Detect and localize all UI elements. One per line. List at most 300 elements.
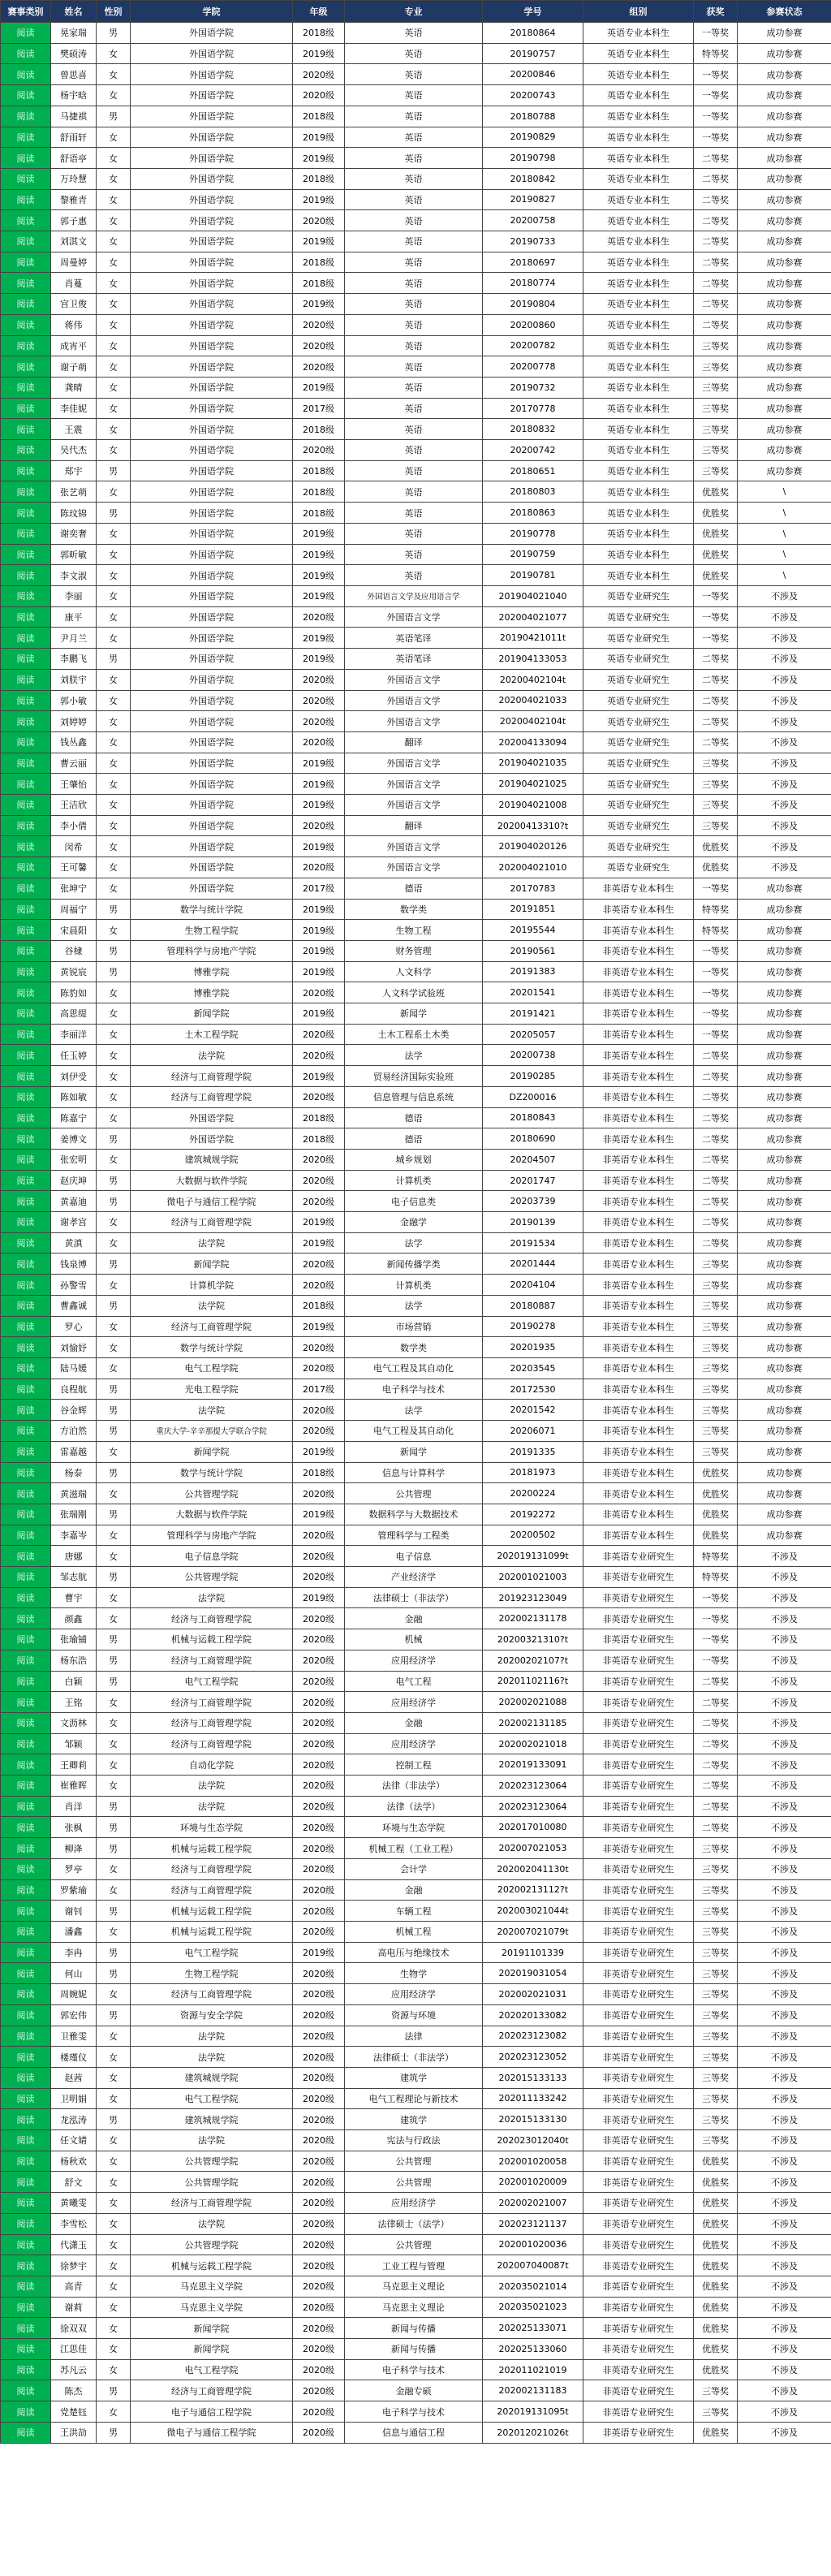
status-cell: 不涉及 [738, 1733, 831, 1754]
award-cell: 二等奖 [694, 1712, 738, 1733]
grade-cell: 2020级 [293, 2067, 345, 2088]
group-cell: 英语专业研究生 [583, 795, 694, 816]
college-cell: 公共管理学院 [131, 2234, 293, 2255]
gender-cell: 女 [97, 2276, 131, 2297]
student-id-cell: 20170783 [483, 878, 583, 899]
award-cell: 二等奖 [694, 1191, 738, 1212]
group-cell: 非英语专业研究生 [583, 2172, 694, 2193]
college-cell: 大数据与软件学院 [131, 1170, 293, 1191]
student-id-cell: 20200321310?t [483, 1629, 583, 1650]
gender-cell: 女 [97, 1984, 131, 2005]
grade-cell: 2020级 [293, 1024, 345, 1045]
status-cell: 成功参赛 [738, 1462, 831, 1483]
table-row [1, 628, 831, 649]
group-cell: 非英语专业本科生 [583, 1462, 694, 1483]
student-id-cell: 202002021007 [483, 2193, 583, 2214]
table-row [1, 106, 831, 127]
grade-cell: 2018级 [293, 481, 345, 503]
name-cell: 李文淑 [51, 565, 97, 586]
grade-cell: 2020级 [293, 1045, 345, 1066]
award-cell: 一等奖 [694, 64, 738, 85]
name-cell: 杨宇晗 [51, 85, 97, 106]
status-cell: 不涉及 [738, 669, 831, 690]
name-cell: 樊硕涛 [51, 43, 97, 64]
grade-cell: 2019级 [293, 585, 345, 606]
table-row [1, 606, 831, 628]
grade-cell: 2020级 [293, 2401, 345, 2423]
college-cell: 外国语学院 [131, 795, 293, 816]
table-row [1, 1316, 831, 1337]
status-cell: 不涉及 [738, 1650, 831, 1671]
major-cell: 应用经济学 [345, 2193, 483, 2214]
award-cell: 一等奖 [694, 982, 738, 1003]
student-id-cell: 20180690 [483, 1128, 583, 1150]
name-cell: 黄锐宸 [51, 961, 97, 982]
category-cell: 阅读 [1, 1275, 51, 1296]
status-cell: 不涉及 [738, 649, 831, 670]
table-row [1, 1128, 831, 1150]
table-row [1, 1671, 831, 1692]
name-cell: 曹宇 [51, 1587, 97, 1608]
major-cell: 电气工程理论与新技术 [345, 2088, 483, 2109]
name-cell: 宋晨阳 [51, 920, 97, 941]
major-cell: 法律硕士（法学） [345, 2213, 483, 2234]
group-cell: 非英语专业本科生 [583, 899, 694, 920]
table-row [1, 899, 831, 920]
award-cell: 二等奖 [694, 1232, 738, 1253]
table-row [1, 2088, 831, 2109]
status-cell: 成功参赛 [738, 1212, 831, 1233]
college-cell: 外国语学院 [131, 377, 293, 398]
group-cell: 非英语专业研究生 [583, 2047, 694, 2068]
gender-cell: 女 [97, 210, 131, 231]
category-cell: 阅读 [1, 836, 51, 857]
gender-cell: 女 [97, 711, 131, 732]
award-cell: 优胜奖 [694, 481, 738, 503]
student-id-cell: 20190732 [483, 377, 583, 398]
major-cell: 新闻传播学类 [345, 1253, 483, 1275]
major-cell: 机械 [345, 1629, 483, 1650]
college-cell: 大数据与软件学院 [131, 1504, 293, 1525]
award-cell: 二等奖 [694, 649, 738, 670]
name-cell: 刘伊受 [51, 1066, 97, 1087]
college-cell: 外国语学院 [131, 857, 293, 878]
gender-cell: 女 [97, 1107, 131, 1128]
category-cell: 阅读 [1, 1712, 51, 1733]
student-id-cell: 20190278 [483, 1316, 583, 1337]
grade-cell: 2020级 [293, 1086, 345, 1107]
grade-cell: 2020级 [293, 1567, 345, 1588]
student-id-cell: 20200738 [483, 1045, 583, 1066]
group-cell: 非英语专业本科生 [583, 1441, 694, 1462]
award-cell: 三等奖 [694, 1921, 738, 1942]
college-cell: 微电子与通信工程学院 [131, 1191, 293, 1212]
college-cell: 经济与工商管理学院 [131, 1066, 293, 1087]
award-cell: 三等奖 [694, 1838, 738, 1859]
student-id-cell: 20200202107?t [483, 1650, 583, 1671]
college-cell: 外国语学院 [131, 273, 293, 294]
major-cell: 机械工程 [345, 1921, 483, 1942]
category-cell: 阅读 [1, 1776, 51, 1797]
grade-cell: 2020级 [293, 1275, 345, 1296]
status-cell: 不涉及 [738, 2004, 831, 2026]
group-cell: 非英语专业研究生 [583, 1650, 694, 1671]
major-cell: 电子科学与技术 [345, 2359, 483, 2380]
status-cell: 不涉及 [738, 2255, 831, 2276]
major-cell: 管理科学与工程类 [345, 1525, 483, 1546]
category-cell: 阅读 [1, 961, 51, 982]
category-cell: 阅读 [1, 1817, 51, 1838]
table-row [1, 1650, 831, 1671]
category-cell: 阅读 [1, 64, 51, 85]
award-cell: 优胜奖 [694, 2359, 738, 2380]
award-cell: 优胜奖 [694, 2339, 738, 2360]
name-cell: 黄嘉迪 [51, 1191, 97, 1212]
name-cell: 舒语亭 [51, 148, 97, 169]
category-cell: 阅读 [1, 857, 51, 878]
gender-cell: 女 [97, 544, 131, 565]
award-cell: 三等奖 [694, 2067, 738, 2088]
grade-cell: 2018级 [293, 419, 345, 440]
major-cell: 英语 [345, 314, 483, 335]
group-cell: 非英语专业本科生 [583, 982, 694, 1003]
gender-cell: 男 [97, 1295, 131, 1316]
student-id-cell: 202019031054 [483, 1963, 583, 1984]
college-cell: 电气工程学院 [131, 1942, 293, 1963]
status-cell: 不涉及 [738, 1692, 831, 1713]
gender-cell: 女 [97, 294, 131, 315]
award-cell: 一等奖 [694, 940, 738, 961]
name-cell: 李佳妮 [51, 398, 97, 419]
award-cell: 三等奖 [694, 398, 738, 419]
status-cell: 成功参赛 [738, 314, 831, 335]
category-cell: 阅读 [1, 1316, 51, 1337]
college-cell: 经济与工商管理学院 [131, 1984, 293, 2005]
gender-cell: 女 [97, 356, 131, 378]
college-cell: 外国语学院 [131, 43, 293, 64]
gender-cell: 女 [97, 2297, 131, 2318]
major-cell: 产业经济学 [345, 1567, 483, 1588]
student-id-cell: 202007021079t [483, 1921, 583, 1942]
group-cell: 非英语专业研究生 [583, 2422, 694, 2443]
table-row [1, 460, 831, 481]
name-cell: 陈杰 [51, 2380, 97, 2401]
college-cell: 电子信息学院 [131, 1546, 293, 1567]
status-cell: 不涉及 [738, 585, 831, 606]
status-cell: 不涉及 [738, 753, 831, 774]
category-cell: 阅读 [1, 753, 51, 774]
major-cell: 英语 [345, 189, 483, 210]
gender-cell: 女 [97, 273, 131, 294]
student-id-cell: 20180832 [483, 419, 583, 440]
name-cell: 徐双双 [51, 2318, 97, 2339]
name-cell: 徐梦宇 [51, 2255, 97, 2276]
name-cell: 代潇玉 [51, 2234, 97, 2255]
category-cell: 阅读 [1, 1253, 51, 1275]
group-cell: 英语专业本科生 [583, 252, 694, 273]
gender-cell: 女 [97, 2088, 131, 2109]
name-cell: 雷嘉越 [51, 1441, 97, 1462]
status-cell: 成功参赛 [738, 1003, 831, 1025]
major-cell: 数学类 [345, 1337, 483, 1358]
table-row [1, 440, 831, 461]
name-cell: 宫卫俊 [51, 294, 97, 315]
table-row [1, 774, 831, 795]
major-cell: 外国语言文学及应用语言学 [345, 585, 483, 606]
status-cell: 成功参赛 [738, 210, 831, 231]
award-cell: 三等奖 [694, 1337, 738, 1358]
name-cell: 高青 [51, 2276, 97, 2297]
table-row [1, 2004, 831, 2026]
header-category: 赛事类别 [1, 1, 51, 23]
award-cell: 特等奖 [694, 920, 738, 941]
category-cell: 阅读 [1, 649, 51, 670]
student-id-cell: 20190829 [483, 127, 583, 148]
status-cell: 成功参赛 [738, 1045, 831, 1066]
table-row [1, 252, 831, 273]
college-cell: 外国语学院 [131, 1128, 293, 1150]
grade-cell: 2020级 [293, 2255, 345, 2276]
gender-cell: 女 [97, 314, 131, 335]
category-cell: 阅读 [1, 377, 51, 398]
name-cell: 孙警雪 [51, 1275, 97, 1296]
college-cell: 法学院 [131, 1295, 293, 1316]
gender-cell: 男 [97, 2380, 131, 2401]
name-cell: 张坤宁 [51, 878, 97, 899]
student-id-cell: 201904021008 [483, 795, 583, 816]
gender-cell: 女 [97, 2359, 131, 2380]
status-cell: 成功参赛 [738, 419, 831, 440]
gender-cell: 男 [97, 2422, 131, 2443]
gender-cell: 男 [97, 2109, 131, 2130]
award-cell: 三等奖 [694, 460, 738, 481]
table-row [1, 2047, 831, 2068]
grade-cell: 2019级 [293, 565, 345, 586]
award-cell: 特等奖 [694, 43, 738, 64]
student-id-cell: 202015133130 [483, 2109, 583, 2130]
college-cell: 机械与运载工程学院 [131, 1901, 293, 1922]
name-cell: 卫雅雯 [51, 2026, 97, 2047]
status-cell: \ [738, 523, 831, 544]
student-id-cell: 20190798 [483, 148, 583, 169]
status-cell: 成功参赛 [738, 1337, 831, 1358]
group-cell: 非英语专业研究生 [583, 1921, 694, 1942]
name-cell: 黄曦雯 [51, 2193, 97, 2214]
group-cell: 非英语专业本科生 [583, 1212, 694, 1233]
college-cell: 经济与工商管理学院 [131, 1212, 293, 1233]
group-cell: 非英语专业本科生 [583, 961, 694, 982]
award-cell: 三等奖 [694, 2401, 738, 2423]
student-id-cell: 20190733 [483, 231, 583, 252]
major-cell: 机械工程（工业工程） [345, 1838, 483, 1859]
award-cell: 三等奖 [694, 2380, 738, 2401]
gender-cell: 女 [97, 1858, 131, 1879]
status-cell: 不涉及 [738, 606, 831, 628]
table-row [1, 1692, 831, 1713]
status-cell: 不涉及 [738, 731, 831, 753]
student-id-cell: 20190804 [483, 294, 583, 315]
gender-cell: 女 [97, 585, 131, 606]
student-id-cell: 20200413310?t [483, 815, 583, 836]
header-college: 学院 [131, 1, 293, 23]
category-cell: 阅读 [1, 460, 51, 481]
grade-cell: 2020级 [293, 2297, 345, 2318]
category-cell: 阅读 [1, 252, 51, 273]
group-cell: 非英语专业研究生 [583, 2151, 694, 2172]
student-id-cell: 202020133082 [483, 2004, 583, 2026]
status-cell: 不涉及 [738, 1776, 831, 1797]
student-id-cell: 202023123082 [483, 2026, 583, 2047]
student-id-cell: 20191335 [483, 1441, 583, 1462]
name-cell: 陈嘉宁 [51, 1107, 97, 1128]
status-cell: 成功参赛 [738, 273, 831, 294]
table-row [1, 544, 831, 565]
name-cell: 邹颖 [51, 1733, 97, 1754]
student-id-cell: 20200224 [483, 1483, 583, 1504]
group-cell: 英语专业研究生 [583, 628, 694, 649]
student-id-cell: 20190285 [483, 1066, 583, 1087]
college-cell: 微电子与通信工程学院 [131, 2422, 293, 2443]
student-id-cell: 202023123064 [483, 1776, 583, 1797]
major-cell: 土木工程系土木类 [345, 1024, 483, 1045]
student-id-cell: 202019133091 [483, 1754, 583, 1776]
college-cell: 自动化学院 [131, 1754, 293, 1776]
name-cell: 郭昕敏 [51, 544, 97, 565]
student-id-cell: 20191534 [483, 1232, 583, 1253]
college-cell: 资源与安全学院 [131, 2004, 293, 2026]
award-cell: 优胜奖 [694, 2297, 738, 2318]
college-cell: 经济与工商管理学院 [131, 1608, 293, 1629]
group-cell: 非英语专业研究生 [583, 1963, 694, 1984]
major-cell: 市场营销 [345, 1316, 483, 1337]
group-cell: 英语专业本科生 [583, 231, 694, 252]
major-cell: 法学 [345, 1045, 483, 1066]
grade-cell: 2020级 [293, 314, 345, 335]
status-cell: 成功参赛 [738, 1275, 831, 1296]
status-cell: 成功参赛 [738, 1379, 831, 1400]
grade-cell: 2018级 [293, 273, 345, 294]
major-cell: 英语 [345, 544, 483, 565]
major-cell: 金融 [345, 1879, 483, 1901]
name-cell: 王肇怡 [51, 774, 97, 795]
group-cell: 英语专业本科生 [583, 523, 694, 544]
gender-cell: 女 [97, 2255, 131, 2276]
category-cell: 阅读 [1, 2234, 51, 2255]
gender-cell: 男 [97, 1817, 131, 1838]
award-cell: 二等奖 [694, 690, 738, 711]
award-cell: 一等奖 [694, 127, 738, 148]
gender-cell: 女 [97, 1608, 131, 1629]
group-cell: 非英语专业研究生 [583, 2067, 694, 2088]
table-row [1, 920, 831, 941]
grade-cell: 2018级 [293, 1107, 345, 1128]
award-cell: 二等奖 [694, 1817, 738, 1838]
college-cell: 公共管理学院 [131, 2172, 293, 2193]
group-cell: 非英语专业研究生 [583, 1879, 694, 1901]
table-row [1, 43, 831, 64]
name-cell: 李小倩 [51, 815, 97, 836]
student-id-cell: 201923123049 [483, 1587, 583, 1608]
group-cell: 非英语专业本科生 [583, 1316, 694, 1337]
table-row [1, 1295, 831, 1316]
table-row [1, 1421, 831, 1442]
student-id-cell: 201904021040 [483, 585, 583, 606]
gender-cell: 女 [97, 1483, 131, 1504]
grade-cell: 2020级 [293, 1901, 345, 1922]
major-cell: 外国语言文学 [345, 669, 483, 690]
table-row [1, 1086, 831, 1107]
grade-cell: 2017级 [293, 878, 345, 899]
name-cell: 罗紫瑜 [51, 1879, 97, 1901]
gender-cell: 男 [97, 1462, 131, 1483]
college-cell: 外国语学院 [131, 669, 293, 690]
grade-cell: 2020级 [293, 1400, 345, 1421]
table-row [1, 836, 831, 857]
table-row [1, 1733, 831, 1754]
group-cell: 英语专业研究生 [583, 649, 694, 670]
status-cell: 成功参赛 [738, 335, 831, 356]
gender-cell: 女 [97, 1776, 131, 1797]
grade-cell: 2020级 [293, 1191, 345, 1212]
award-cell: 三等奖 [694, 440, 738, 461]
group-cell: 非英语专业研究生 [583, 1546, 694, 1567]
category-cell: 阅读 [1, 85, 51, 106]
grade-cell: 2020级 [293, 2339, 345, 2360]
college-cell: 外国语学院 [131, 23, 293, 44]
grade-cell: 2020级 [293, 1733, 345, 1754]
name-cell: 王震 [51, 419, 97, 440]
college-cell: 法学院 [131, 2130, 293, 2151]
gender-cell: 女 [97, 1212, 131, 1233]
student-id-cell: 202002041130t [483, 1858, 583, 1879]
student-id-cell: 20200402104t [483, 711, 583, 732]
student-id-cell: 20180697 [483, 252, 583, 273]
group-cell: 英语专业本科生 [583, 335, 694, 356]
group-cell: 非英语专业研究生 [583, 1587, 694, 1608]
major-cell: 法律硕士（非法学） [345, 2047, 483, 2068]
college-cell: 法学院 [131, 1587, 293, 1608]
major-cell: 法学 [345, 1295, 483, 1316]
college-cell: 马克思主义学院 [131, 2276, 293, 2297]
status-cell: 成功参赛 [738, 1253, 831, 1275]
grade-cell: 2020级 [293, 1149, 345, 1170]
group-cell: 非英语专业本科生 [583, 940, 694, 961]
grade-cell: 2020级 [293, 440, 345, 461]
status-cell: 不涉及 [738, 1879, 831, 1901]
gender-cell: 女 [97, 1546, 131, 1567]
grade-cell: 2020级 [293, 2088, 345, 2109]
major-cell: 资源与环境 [345, 2004, 483, 2026]
gender-cell: 男 [97, 1400, 131, 1421]
student-id-cell: 202023012040t [483, 2130, 583, 2151]
category-cell: 阅读 [1, 815, 51, 836]
table-row [1, 1024, 831, 1045]
grade-cell: 2017级 [293, 398, 345, 419]
status-cell: 成功参赛 [738, 940, 831, 961]
college-cell: 法学院 [131, 1796, 293, 1817]
award-cell: 二等奖 [694, 314, 738, 335]
group-cell: 英语专业本科生 [583, 356, 694, 378]
category-cell: 阅读 [1, 2401, 51, 2423]
name-cell: 潘鑫 [51, 1921, 97, 1942]
student-id-cell: 202017010080 [483, 1817, 583, 1838]
category-cell: 阅读 [1, 335, 51, 356]
major-cell: 英语 [345, 481, 483, 503]
grade-cell: 2020级 [293, 1650, 345, 1671]
gender-cell: 女 [97, 669, 131, 690]
gender-cell: 女 [97, 85, 131, 106]
table-row [1, 1963, 831, 1984]
